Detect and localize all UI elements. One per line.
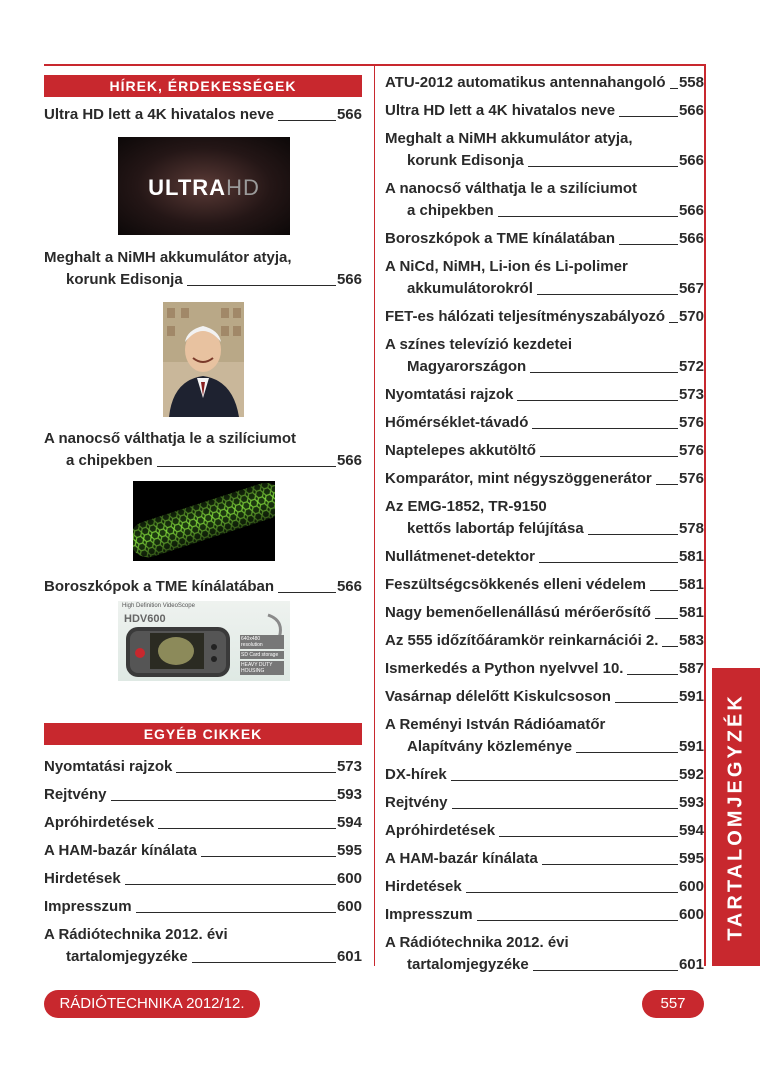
toc-list <box>385 72 704 982</box>
entry-page: 567 <box>678 280 704 297</box>
leader-line <box>532 428 678 429</box>
leader-line <box>452 808 678 809</box>
entry-title: Rejtvény <box>385 794 448 811</box>
entry-page: 581 <box>678 604 704 621</box>
entry-page: 558 <box>678 74 704 91</box>
entry-page: 600 <box>336 870 362 887</box>
entry-title: A nanocső válthatja le a szilíciumot <box>385 180 638 197</box>
leader-line <box>192 962 336 963</box>
toc-entry[interactable] <box>385 876 704 898</box>
toc-entry[interactable] <box>385 820 704 842</box>
entry-title: Apróhirdetések <box>44 814 155 831</box>
toc-entry[interactable] <box>44 812 362 834</box>
entry-title: Meghalt a NiMH akkumulátor atyja, <box>385 130 633 147</box>
entry-title: Boroszkópok a TME kínálatában <box>385 230 616 247</box>
entry-title: Hirdetések <box>44 870 121 887</box>
leader-line <box>619 116 678 117</box>
toc-entry[interactable] <box>44 896 362 918</box>
portrait-photo <box>163 302 244 417</box>
entry-page: 581 <box>678 576 704 593</box>
entry-title-cont: Magyarországon <box>407 358 527 375</box>
toc-entry[interactable] <box>44 868 362 890</box>
entry-page: 576 <box>678 414 704 431</box>
entry-page: 593 <box>336 786 362 803</box>
toc-entry[interactable] <box>385 764 704 786</box>
entry-title: Az 555 időzítőáramkör reinkarnációi 2. <box>385 632 659 649</box>
toc-entry[interactable] <box>44 784 362 806</box>
entry-title: Apróhirdetések <box>385 822 496 839</box>
right-rule <box>704 64 706 966</box>
entry-title: Boroszkópok a TME kínálatában <box>44 578 275 595</box>
column-divider <box>374 66 375 966</box>
entry-title: Hőmérséklet-távadó <box>385 414 529 431</box>
toc-entry[interactable] <box>385 412 704 434</box>
entry-page: 591 <box>678 688 704 705</box>
leader-line <box>670 88 678 89</box>
toc-entry[interactable] <box>385 256 704 300</box>
entry-page: 566 <box>678 152 704 169</box>
entry-page: 570 <box>678 308 704 325</box>
entry-title: Hirdetések <box>385 878 462 895</box>
leader-line <box>498 216 678 217</box>
leader-line <box>157 466 336 467</box>
leader-line <box>576 752 678 753</box>
toc-entry[interactable] <box>385 72 704 94</box>
leader-line <box>278 592 336 593</box>
entry-title: A nanocső válthatja le a szilíciumot <box>44 430 297 447</box>
entry-title: Komparátor, mint négyszöggenerátor <box>385 470 652 487</box>
toc-entry[interactable] <box>44 104 362 126</box>
entry-title-cont: a chipekben <box>407 202 494 219</box>
entry-page: 592 <box>678 766 704 783</box>
entry-page: 566 <box>336 106 362 123</box>
toc-entry[interactable] <box>385 714 704 758</box>
leader-line <box>656 484 678 485</box>
entry-title: Impresszum <box>44 898 132 915</box>
entry-page: 576 <box>678 442 704 459</box>
entry-title: Ultra HD lett a 4K hivatalos neve <box>385 102 616 119</box>
entry-page: 566 <box>336 271 362 288</box>
toc-entry[interactable] <box>385 440 704 462</box>
entry-page: 593 <box>678 794 704 811</box>
entry-page: 566 <box>678 102 704 119</box>
leader-line <box>477 920 678 921</box>
entry-title: DX-hírek <box>385 766 447 783</box>
borescope-image <box>118 601 290 681</box>
entry-page: 601 <box>336 948 362 965</box>
entry-title: Naptelepes akkutöltő <box>385 442 536 459</box>
entry-page: 601 <box>678 956 704 973</box>
leader-line <box>615 702 678 703</box>
toc-entry[interactable] <box>385 100 704 122</box>
toc-entry[interactable] <box>385 228 704 250</box>
entry-page: 587 <box>678 660 704 677</box>
entry-title: A HAM-bazár kínálata <box>44 842 197 859</box>
entry-page: 600 <box>336 898 362 915</box>
entry-page: 594 <box>336 814 362 831</box>
leader-line <box>176 772 336 773</box>
toc-entry[interactable] <box>44 756 362 778</box>
leader-line <box>619 244 678 245</box>
entry-page: 576 <box>678 470 704 487</box>
toc-entry[interactable] <box>44 924 362 968</box>
leader-line <box>136 912 336 913</box>
entry-page: 578 <box>678 520 704 537</box>
entry-title: Impresszum <box>385 906 473 923</box>
toc-entry[interactable] <box>385 128 704 172</box>
section-title-news: HÍREK, ÉRDEKESSÉGEK <box>44 75 362 97</box>
side-tab-label: TARTALOMJEGYZÉK <box>724 693 747 941</box>
entry-page: 566 <box>678 230 704 247</box>
entry-page: 572 <box>678 358 704 375</box>
borescope-brand: High Definition VideoScope <box>122 603 195 609</box>
entry-page: 566 <box>678 202 704 219</box>
logo-ultra-text: ULTRA <box>148 175 227 200</box>
leader-line <box>278 120 336 121</box>
page-number: 557 <box>642 990 704 1018</box>
toc-entry[interactable] <box>385 334 704 378</box>
leader-line <box>530 372 678 373</box>
magazine-badge: RÁDIÓTECHNIKA 2012/12. <box>44 990 260 1018</box>
toc-entry[interactable] <box>44 576 362 598</box>
entry-title: FET-es hálózati teljesítményszabályozó <box>385 308 666 325</box>
entry-title: Nyomtatási rajzok <box>44 758 173 775</box>
leader-line <box>466 892 678 893</box>
toc-entry[interactable] <box>44 247 362 291</box>
leader-line <box>533 970 678 971</box>
toc-entry[interactable] <box>385 630 704 652</box>
entry-page: 594 <box>678 822 704 839</box>
toc-entry[interactable] <box>385 602 704 624</box>
leader-line <box>627 674 678 675</box>
leader-line <box>537 294 678 295</box>
leader-line <box>111 800 336 801</box>
toc-entry[interactable] <box>385 904 704 926</box>
toc-entry[interactable] <box>385 306 704 328</box>
entry-title: Nyomtatási rajzok <box>385 386 514 403</box>
toc-entry[interactable] <box>385 468 704 490</box>
toc-entry[interactable] <box>385 496 704 540</box>
entry-page: 573 <box>336 758 362 775</box>
leader-line <box>451 780 678 781</box>
entry-title: Nullátmenet-detektor <box>385 548 536 565</box>
leader-line <box>662 646 678 647</box>
entry-title-cont: Alapítvány közleménye <box>407 738 573 755</box>
leader-line <box>201 856 336 857</box>
toc-entry[interactable] <box>44 428 362 472</box>
logo-hd-text: HD <box>226 175 260 200</box>
leader-line <box>187 285 336 286</box>
toc-entry[interactable] <box>385 686 704 708</box>
entry-title: A HAM-bazár kínálata <box>385 850 538 867</box>
side-tab <box>712 668 760 966</box>
borescope-badge: 640x480 resolution <box>240 635 284 649</box>
borescope-model: HDV600 <box>124 613 166 625</box>
toc-entry[interactable] <box>385 546 704 568</box>
entry-title: Az EMG-1852, TR-9150 <box>385 498 547 515</box>
entry-title: A Rádiótechnika 2012. évi <box>44 926 228 943</box>
entry-title: Vasárnap délelőtt Kiskulcsoson <box>385 688 611 705</box>
entry-title: Meghalt a NiMH akkumulátor atyja, <box>44 249 292 266</box>
leader-line <box>517 400 678 401</box>
entry-title: A színes televízió kezdetei <box>385 336 573 353</box>
entry-title: A Rádiótechnika 2012. évi <box>385 934 569 951</box>
entry-page: 581 <box>678 548 704 565</box>
entry-page: 600 <box>678 906 704 923</box>
entry-page: 566 <box>336 578 362 595</box>
leader-line <box>540 456 678 457</box>
entry-page: 600 <box>678 878 704 895</box>
entry-page: 595 <box>678 850 704 867</box>
borescope-badge: SD Card storage <box>240 651 284 659</box>
leader-line <box>669 322 678 323</box>
leader-line <box>588 534 678 535</box>
entry-title: A Reményi István Rádióamatőr <box>385 716 606 733</box>
entry-title-cont: tartalomjegyzéke <box>66 948 188 965</box>
toc-entry[interactable] <box>385 932 704 976</box>
entry-title: Ultra HD lett a 4K hivatalos neve <box>44 106 275 123</box>
section-title-other: EGYÉB CIKKEK <box>44 723 362 745</box>
ultrahd-logo-image <box>118 137 290 235</box>
leader-line <box>125 884 336 885</box>
entry-title-cont: kettős labortáp felújítása <box>407 520 584 537</box>
entry-title: ATU-2012 automatikus antennahangoló <box>385 74 666 91</box>
leader-line <box>539 562 678 563</box>
entry-title-cont: tartalomjegyzéke <box>407 956 529 973</box>
entry-title-cont: akkumulátorokról <box>407 280 533 297</box>
toc-entry[interactable] <box>385 384 704 406</box>
toc-entry[interactable] <box>385 178 704 222</box>
entry-title-cont: korunk Edisonja <box>66 271 183 288</box>
leader-line <box>528 166 678 167</box>
entry-title-cont: korunk Edisonja <box>407 152 524 169</box>
leader-line <box>650 590 678 591</box>
entry-title: Feszültségcsökkenés elleni védelem <box>385 576 646 593</box>
entry-page: 583 <box>678 632 704 649</box>
entry-page: 566 <box>336 452 362 469</box>
toc-entry[interactable] <box>385 792 704 814</box>
nanotube-image <box>133 481 275 561</box>
toc-entry[interactable] <box>385 658 704 680</box>
toc-entry[interactable] <box>385 574 704 596</box>
entry-page: 573 <box>678 386 704 403</box>
leader-line <box>542 864 678 865</box>
other-articles-list <box>44 756 362 974</box>
leader-line <box>158 828 336 829</box>
entry-page: 591 <box>678 738 704 755</box>
entry-title: Ismerkedés a Python nyelvvel 10. <box>385 660 624 677</box>
borescope-badge: HEAVY DUTY HOUSING <box>240 661 284 675</box>
entry-page: 595 <box>336 842 362 859</box>
toc-entry[interactable] <box>385 848 704 870</box>
entry-title: A NiCd, NiMH, Li-ion és Li-polimer <box>385 258 628 275</box>
entry-title: Nagy bemenőellenállású mérőerősítő <box>385 604 651 621</box>
leader-line <box>499 836 678 837</box>
entry-title: Rejtvény <box>44 786 107 803</box>
leader-line <box>655 618 678 619</box>
toc-entry[interactable] <box>44 840 362 862</box>
entry-title-cont: a chipekben <box>66 452 153 469</box>
